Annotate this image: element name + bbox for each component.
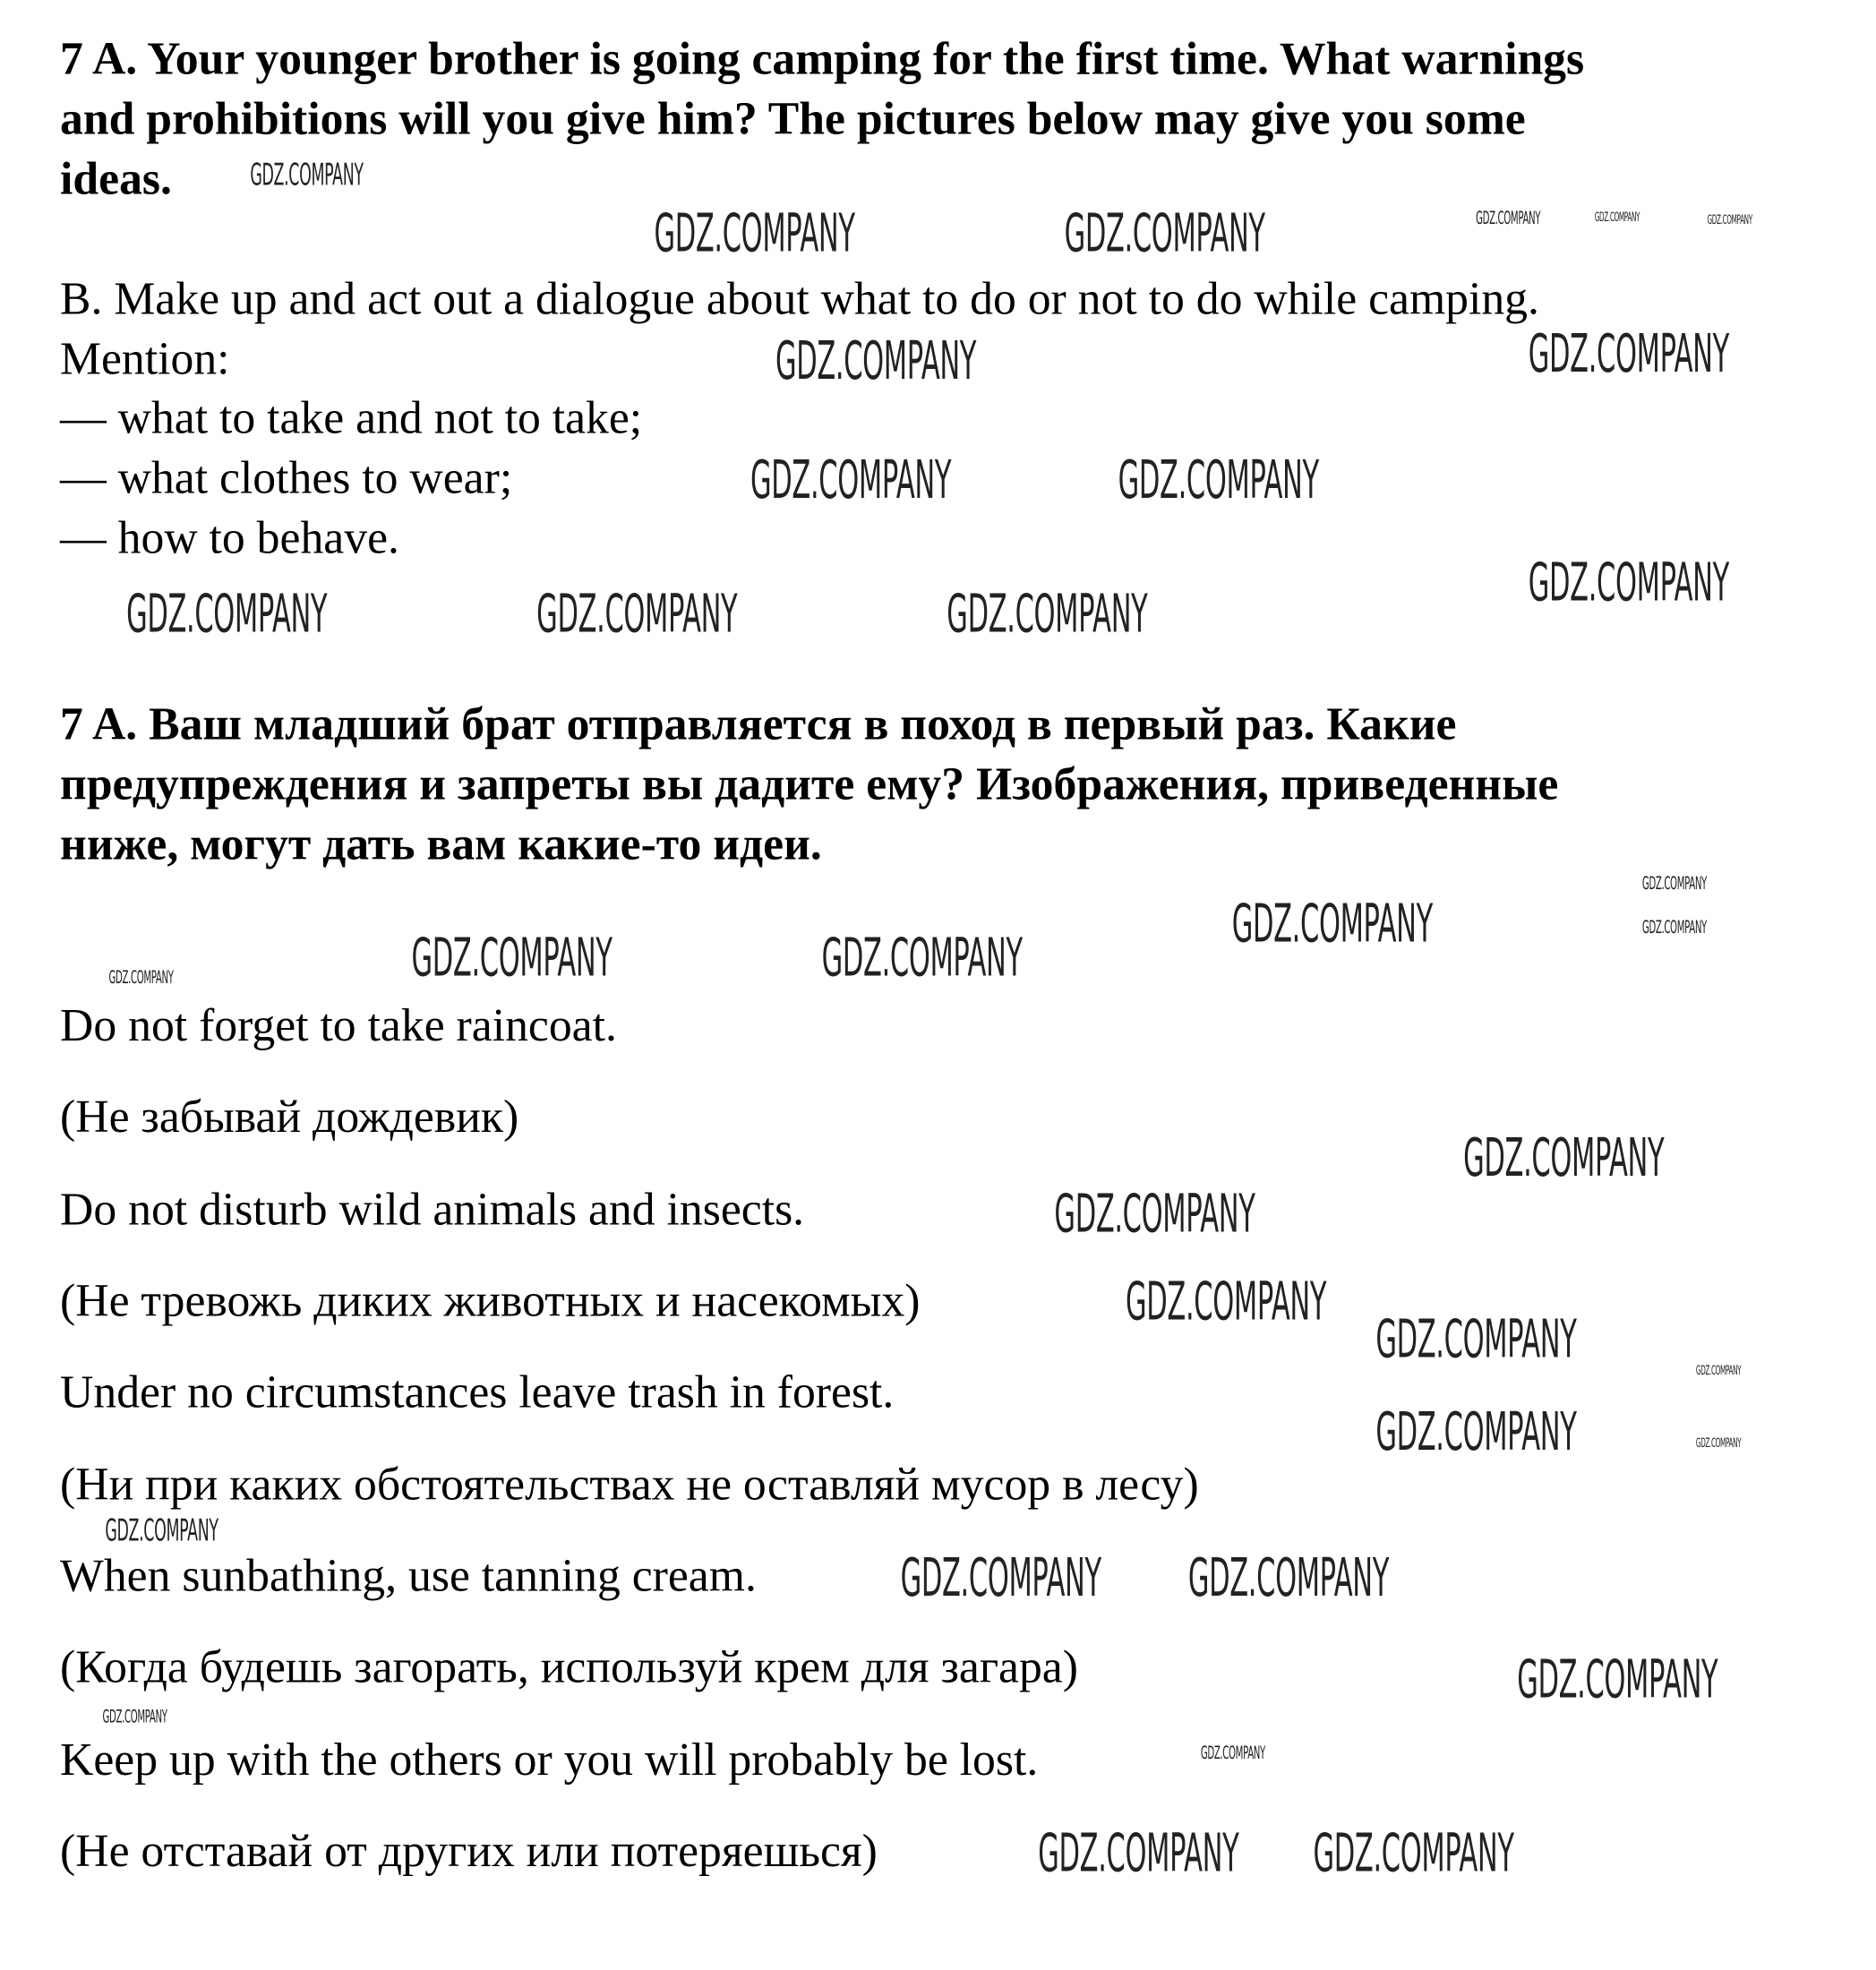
watermark: GDZ.COMPANY bbox=[1118, 449, 1319, 510]
watermark: GDZ.COMPANY bbox=[1641, 874, 1707, 895]
answer-ru-3: (Ни при каких обстоятельствах не оставляй мусор в лесу) bbox=[60, 1459, 1199, 1512]
watermark: GDZ.COMPANY bbox=[1375, 1400, 1577, 1462]
answer-en-2: Do not disturb wild animals and insects. bbox=[60, 1184, 805, 1236]
answer-ru-2: (Не тревожь диких животных и насекомых) bbox=[60, 1275, 921, 1327]
watermark: GDZ.COMPANY bbox=[947, 582, 1148, 645]
watermark: GDZ.COMPANY bbox=[1695, 1436, 1742, 1452]
watermark: GDZ.COMPANY bbox=[821, 926, 1023, 989]
watermark: GDZ.COMPANY bbox=[1231, 893, 1433, 955]
watermark: GDZ.COMPANY bbox=[1594, 211, 1640, 226]
answer-ru-1: (Не забывай дождевик) bbox=[60, 1092, 519, 1143]
answer-en-4: When sunbathing, use tanning cream. bbox=[60, 1550, 757, 1603]
task-title-en-line-2: and prohibitions will you give him? The pictures below may give you some bbox=[60, 93, 1526, 146]
watermark: GDZ.COMPANY bbox=[654, 202, 855, 264]
watermark: GDZ.COMPANY bbox=[1463, 1126, 1665, 1188]
part-b-instruction: B. Make up and act out a dialogue about what to do or not to do while camping. bbox=[60, 273, 1539, 326]
watermark: GDZ.COMPANY bbox=[1054, 1183, 1255, 1245]
watermark: GDZ.COMPANY bbox=[411, 926, 612, 989]
watermark: GDZ.COMPANY bbox=[1695, 1364, 1742, 1379]
part-b-mention: Mention: bbox=[60, 333, 230, 386]
watermark: GDZ.COMPANY bbox=[1126, 1271, 1327, 1332]
answer-en-3: Under no circumstances leave trash in forest. bbox=[60, 1366, 895, 1418]
task-title-ru-line-1: 7 A. Ваш младший брат отправляется в поход в первый раз. Какие bbox=[60, 698, 1457, 751]
task-title-ru-line-2: предупреждения и запреты вы дадите ему? Изображения, приведенные bbox=[60, 758, 1559, 811]
watermark: GDZ.COMPANY bbox=[775, 330, 977, 392]
watermark: GDZ.COMPANY bbox=[102, 1707, 167, 1727]
watermark: GDZ.COMPANY bbox=[1200, 1743, 1265, 1764]
answer-ru-4: (Когда будешь загорать, используй крем для загара) bbox=[60, 1641, 1078, 1694]
watermark: GDZ.COMPANY bbox=[105, 1513, 218, 1549]
watermark: GDZ.COMPANY bbox=[1038, 1821, 1239, 1884]
watermark: GDZ.COMPANY bbox=[1528, 551, 1729, 613]
part-b-bullet-3: — how to behave. bbox=[60, 512, 399, 564]
task-title-en-line-1: 7 A. Your younger brother is going camping for the first time. What warnings bbox=[60, 33, 1585, 85]
watermark: GDZ.COMPANY bbox=[1187, 1546, 1389, 1609]
watermark: GDZ.COMPANY bbox=[1528, 322, 1729, 384]
answer-en-1: Do not forget to take raincoat. bbox=[60, 1000, 617, 1052]
watermark: GDZ.COMPANY bbox=[1064, 202, 1265, 264]
watermark: GDZ.COMPANY bbox=[536, 582, 738, 645]
watermark: GDZ.COMPANY bbox=[750, 449, 952, 510]
watermark: GDZ.COMPANY bbox=[900, 1546, 1101, 1609]
watermark: GDZ.COMPANY bbox=[1707, 213, 1752, 228]
watermark: GDZ.COMPANY bbox=[1375, 1307, 1577, 1370]
task-title-ru-line-3: ниже, могут дать вам какие-то идеи. bbox=[60, 818, 822, 871]
part-b-bullet-1: — what to take and not to take; bbox=[60, 392, 643, 444]
part-b-bullet-2: — what clothes to wear; bbox=[60, 452, 513, 504]
task-title-en-line-3: ideas. bbox=[60, 153, 172, 206]
watermark: GDZ.COMPANY bbox=[1641, 918, 1707, 938]
answer-en-5: Keep up with the others or you will probably be lost. bbox=[60, 1734, 1039, 1786]
answer-ru-5: (Не отставай от других или потеряешься) bbox=[60, 1826, 878, 1878]
watermark: GDZ.COMPANY bbox=[1313, 1821, 1514, 1884]
watermark: GDZ.COMPANY bbox=[108, 968, 174, 989]
watermark: GDZ.COMPANY bbox=[1517, 1648, 1718, 1710]
watermark: GDZ.COMPANY bbox=[1476, 209, 1541, 229]
watermark: GDZ.COMPANY bbox=[126, 582, 328, 645]
watermark: GDZ.COMPANY bbox=[250, 157, 364, 193]
